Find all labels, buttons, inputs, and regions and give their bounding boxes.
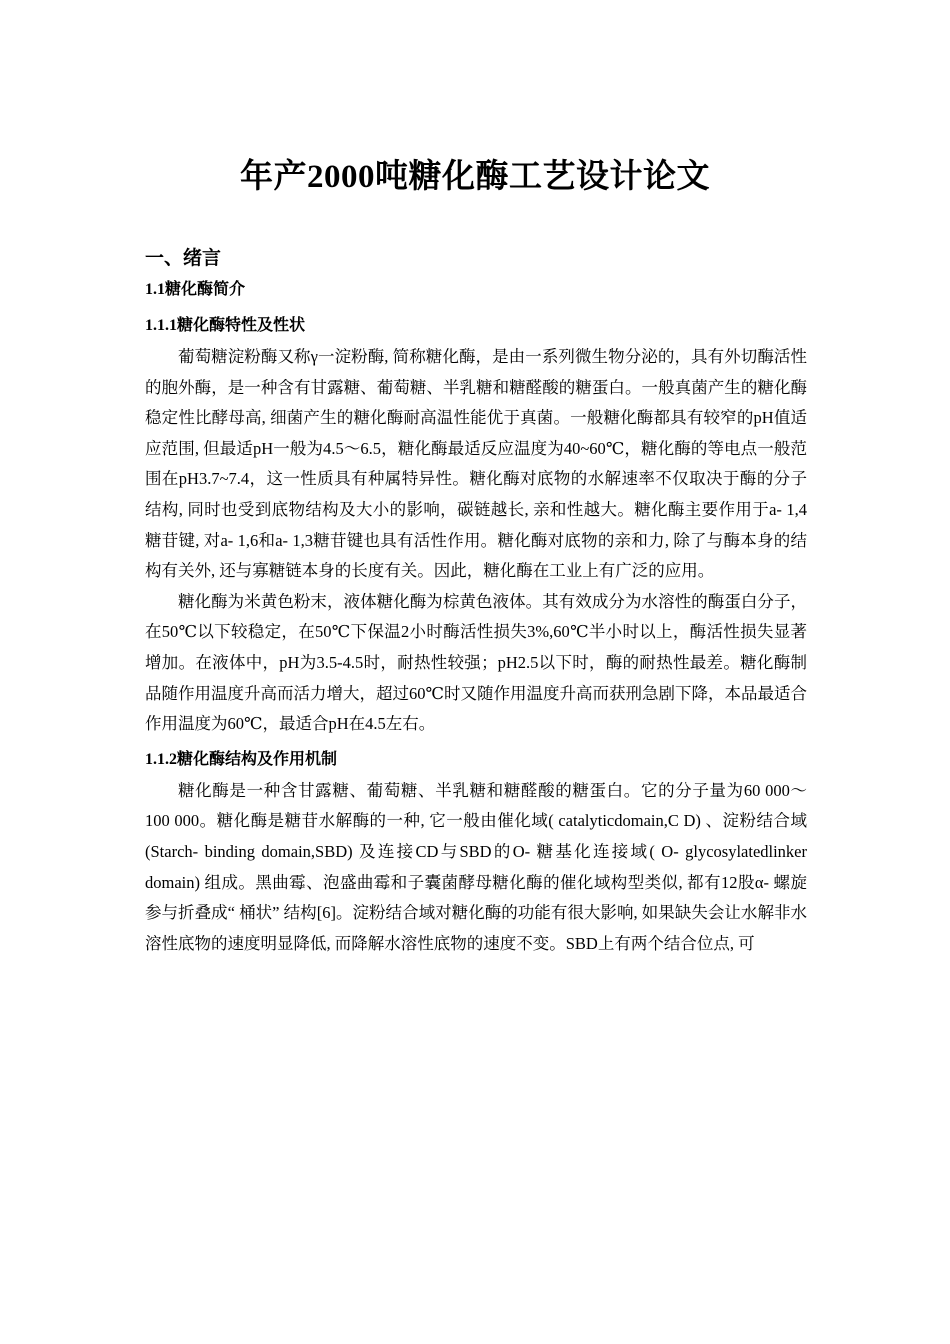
section-heading-1-1-2: 1.1.2糖化酶结构及作用机制 [145, 750, 338, 768]
section-heading-introduction: 一、绪言 [145, 248, 222, 269]
document-body [145, 244, 807, 959]
paragraph-properties: 葡萄糖淀粉酶又称γ一淀粉酶, 简称糖化酶，是由一系列微生物分泌的，具有外切酶活性的胞外酶，是一种含有甘露糖、葡萄糖、半乳糖和糖醛酸的糖蛋白。一般真菌产生的糖化酶稳定性比酵母高, 细菌产生的糖化酶耐高温性能优于真菌。一般糖化酶都具有较窄的pH值适应范围, 但最适pH一般为4.5～6.5，糖化酶最适反应温度为40~60℃，糖化酶的等电点一般范围在pH3.7~7.4，这一性质具有种属特异性。糖化酶对底物的水解速率不仅取决于酶的分子结构, 同时也受到底物结构及大小的影响，碳链越长, 亲和性越大。糖化酶主要作用于a- 1,4糖苷键, 对a- 1,6和a- 1,3糖苷键也具有活性作用。糖化酶对底物的亲和力, 除了与酶本身的结构有关外, 还与寡糖链本身的长度有关。因此，糖化酶在工业上有广泛的应用。 [145, 347, 807, 581]
document-title: 年产2000吨糖化酶工艺设计论文 [240, 159, 710, 195]
section-heading-1-1: 1.1糖化酶简介 [145, 281, 246, 298]
paragraph-characteristics: 糖化酶为米黄色粉末，液体糖化酶为棕黄色液体。其有效成分为水溶性的酶蛋白分子，在50℃以下较稳定，在50℃下保温2小时酶活性损失3%,60℃半小时以上，酶活性损失显著增加。在液体中，pH为3.5-4.5时，耐热性较强；pH2.5以下时，酶的耐热性最差。糖化酶制品随作用温度升高而活力增大，超过60℃时又随作用温度升高而获刑急剧下降，本品最适合作用温度为60℃，最适合pH在4.5左右。 [145, 591, 807, 734]
section-heading-1-1-1: 1.1.1糖化酶特性及性状 [145, 317, 306, 334]
paragraph-structure-mechanism: 糖化酶是一种含甘露糖、葡萄糖、半乳糖和糖醛酸的糖蛋白。它的分子量为60 000～100 000。糖化酶是糖苷水解酶的一种, 它一般由催化域( catalyticdomain,C D) 、淀粉结合域(Starch- binding domain,SBD) 及连接CD与SBD的O- 糖基化连接域( O- glycosylatedlinker domain) 组成。黑曲霉、泡盛曲霉和子囊菌酵母糖化酶的催化域构型类似, 都有12股α- 螺旋参与折叠成“ 桶状” 结构[6]。淀粉结合域对糖化酶的功能有很大影响, 如果缺失会让水解非水溶性底物的速度明显降低, 而降解水溶性底物的速度不变。SBD上有两个结合位点, 可 [145, 780, 807, 953]
